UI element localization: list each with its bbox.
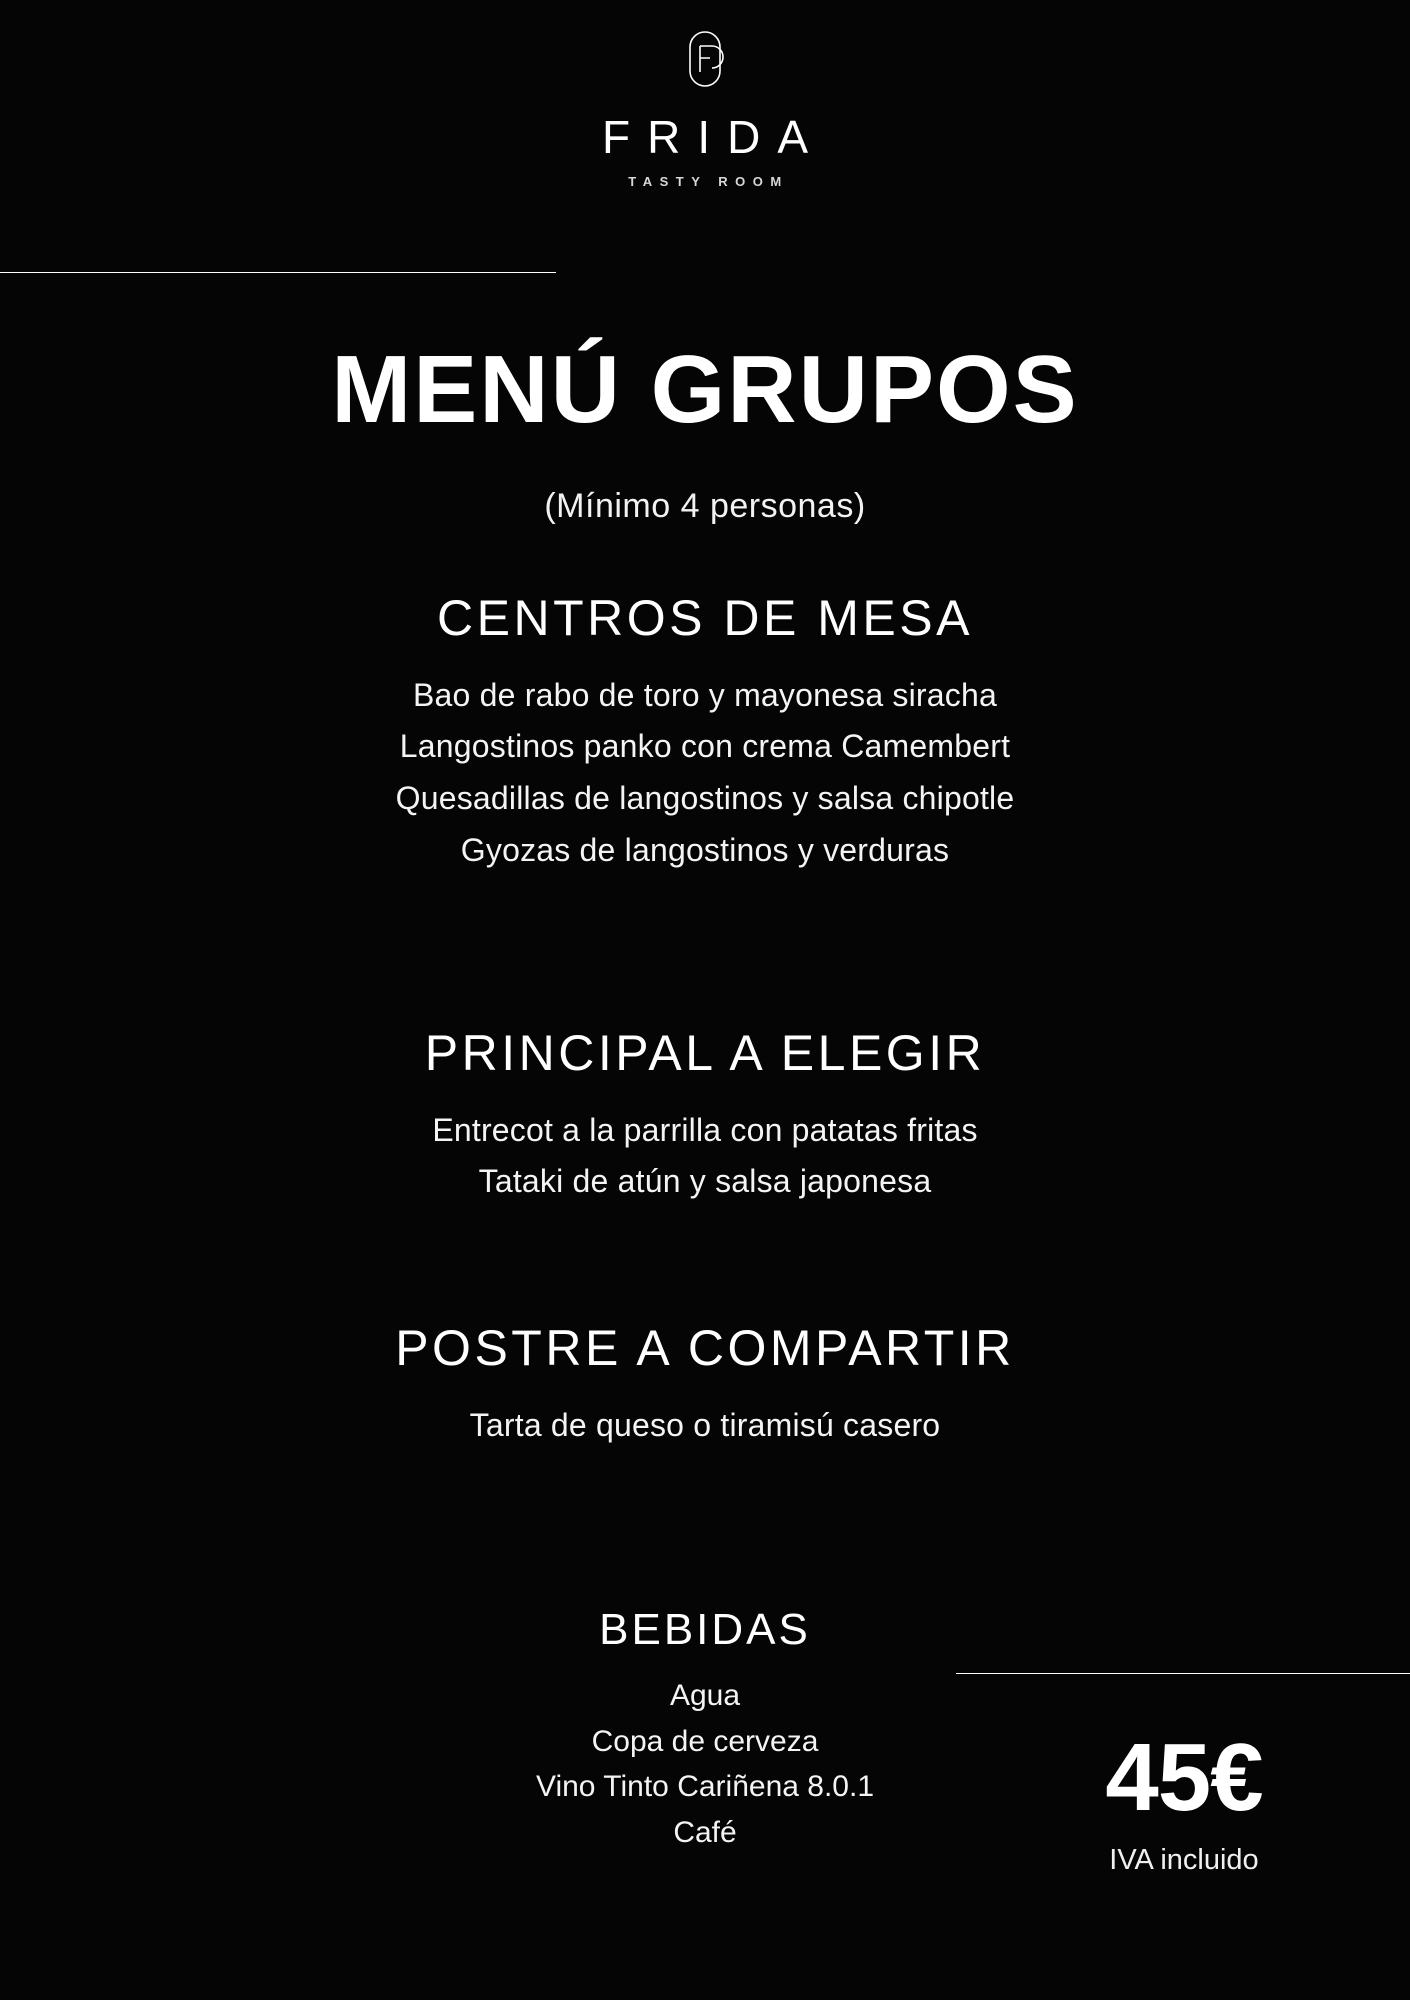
page-title: MENÚ GRUPOS (331, 336, 1079, 443)
page-subtitle: (Mínimo 4 personas) (544, 487, 866, 525)
menu-item: Agua (669, 1679, 741, 1712)
menu-item: Langostinos panko con crema Camembert (399, 728, 1011, 765)
menu-item: Vino Tinto Cariñena 8.0.1 (535, 1770, 874, 1804)
section-title: PRINCIPAL A ELEGIR (424, 1025, 986, 1081)
menu-item: Gyozas de langostinos y verduras (460, 831, 950, 868)
menu-section-postre-a-compartir (0, 1320, 1410, 1451)
menu-item: Bao de rabo de toro y mayonesa siracha (413, 676, 997, 713)
menu-item: Quesadillas de langostinos y salsa chipotle (395, 780, 1015, 817)
menu-item: Copa de cerveza (591, 1724, 819, 1758)
divider-top-left (0, 272, 556, 273)
divider-price (956, 1673, 1410, 1674)
section-title: POSTRE A COMPARTIR (395, 1320, 1015, 1376)
brand-block (0, 26, 1410, 189)
menu-item: Tataki de atún y salsa japonesa (478, 1163, 932, 1200)
frida-monogram-icon (678, 26, 732, 92)
brand-name: FRIDA (602, 111, 825, 163)
menu-item: Entrecot a la parrilla con patatas fritas (432, 1111, 978, 1148)
price-note: IVA incluido (1109, 1844, 1259, 1876)
menu-section-principal-a-elegir (0, 1025, 1410, 1208)
price-block (1004, 1724, 1364, 1877)
section-title: BEBIDAS (599, 1605, 811, 1654)
section-title: CENTROS DE MESA (437, 590, 973, 646)
price-amount: 45€ (1105, 1724, 1263, 1831)
menu-item: Café (673, 1815, 737, 1849)
brand-tagline: TASTY ROOM (628, 174, 789, 189)
menu-section-centros-de-mesa (0, 590, 1410, 877)
menu-item: Tarta de queso o tiramisú casero (469, 1406, 941, 1443)
